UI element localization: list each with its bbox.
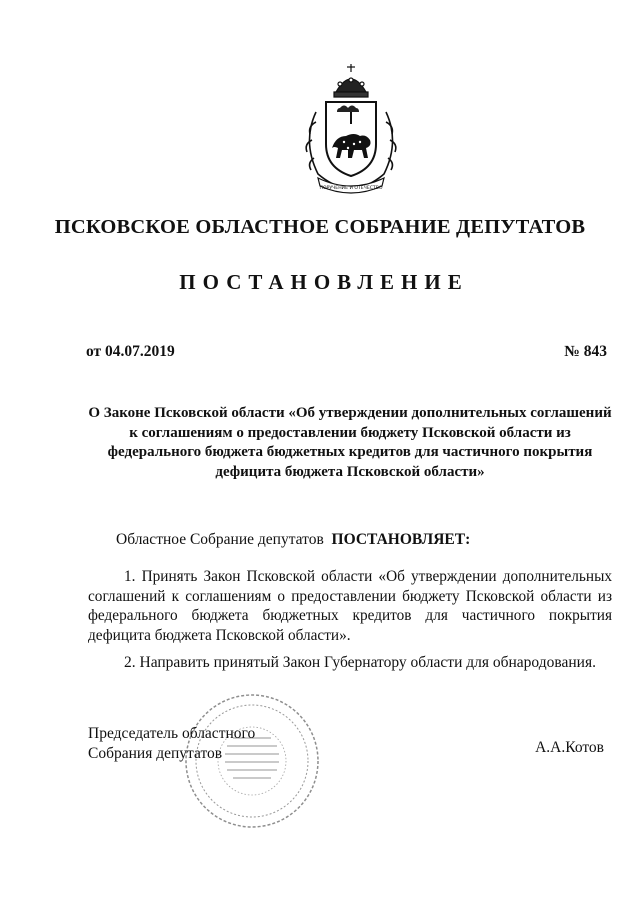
- pskov-coat-of-arms-icon: [296, 62, 406, 196]
- intro-line: [116, 531, 470, 549]
- resolution-paragraph-2: 2. Направить принятый Закон Губернатору области для обнародования.: [124, 654, 596, 671]
- document-date: от 04.07.2019: [86, 343, 175, 360]
- document-subject: О Законе Псковской области «Об утверждении дополнительных соглашений к соглашениям о предоставлении бюджету Псковской области из федерального бюджета бюджетных кредитов для частичного покрытия дефицита бюджета Псковской области»: [88, 405, 612, 480]
- signer-title-line-2: Собрания депутатов: [88, 745, 223, 762]
- intro-text: Областное Собрание депутатов: [116, 531, 324, 548]
- signer-title-line-1: Председатель областного: [88, 725, 256, 742]
- document-number: № 843: [564, 343, 607, 360]
- document-type: ПОСТАНОВЛЕНИЕ: [179, 270, 469, 294]
- resolution-paragraph-1: 1. Принять Закон Псковской области «Об утверждении дополнительных соглашений к соглашениям о предоставлении бюджету Псковской области из федерального бюджета бюджетных кредитов для частичного покрытия дефицита бюджета Псковской области».: [88, 568, 612, 644]
- organization-name: ПСКОВСКОЕ ОБЛАСТНОЕ СОБРАНИЕ ДЕПУТАТОВ: [54, 216, 586, 238]
- intro-action: ПОСТАНОВЛЯЕТ:: [331, 531, 471, 548]
- signer-name: А.А.Котов: [535, 739, 604, 756]
- svg-text:ПОРУЧЕНИЕ И ОТЕЧЕСТВО: ПОРУЧЕНИЕ И ОТЕЧЕСТВО: [319, 186, 383, 191]
- signer-title: [88, 724, 255, 764]
